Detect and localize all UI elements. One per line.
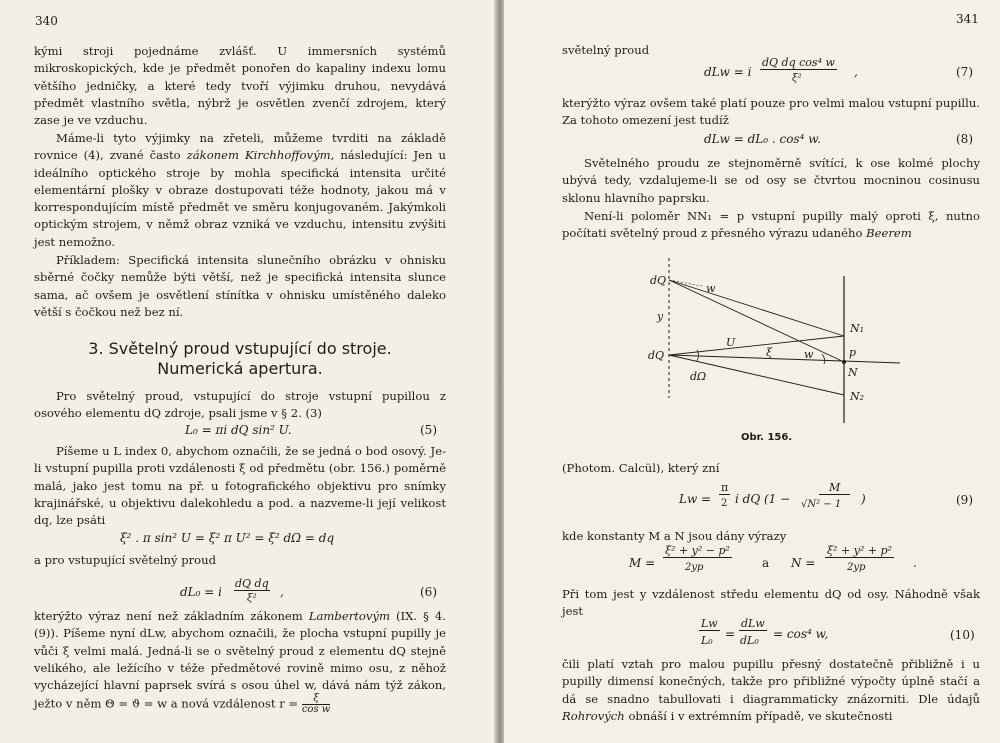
- right-paragraph-2: kterýžto výraz ovšem také platí pouze pro velmi malou vstupní pupillu. Za tohoto omezení jest tudíž: [562, 96, 980, 128]
- label-N1: N₁: [850, 322, 865, 335]
- right-paragraph-6: kde konstanty M a N jsou dány výrazy: [562, 529, 787, 543]
- label-w-upper: w: [706, 282, 716, 295]
- equation-8-number: (8): [956, 132, 973, 146]
- rohr-name: Rohrových: [562, 708, 625, 723]
- equation-7-number: (7): [956, 65, 973, 79]
- equation-10: Lw L₀ = dLw dL₀ = cos⁴ w,: [701, 617, 829, 647]
- right-paragraph-3: Světelného proudu ze stejnoměrně svítící, k ose kolmé plochy ubývá tedy, vzdalujeme-li se od osy se čtvrtou mocninou cosinusu sklonu hlavního paprsku.: [562, 156, 980, 205]
- paragraph-7: kterýžto výraz není než základním zákonem Lambertovým (IX. § 4. (9)). Píšeme nyní dLw, abychom označili, že plocha vstupní pupilly je vůči ξ velmi malá. Jedná-li se o světelný proud z elementu dQ stejně velikého, ale ležícího v téže předmětové rovině mimo osu, z něhož vycházející hlavní paprsek svírá s osou úhel w, dává nám týž zákon, ježto v něm Θ = ϑ = w a nová vzdálenost r = $\frac{\xi}{\text{cos w}}$: [34, 609, 446, 716]
- label-dQ-upper: dQ: [650, 274, 667, 287]
- equation-7: dLw = i dQ dq cos⁴ w ξ² ,: [704, 56, 858, 84]
- page-number: 340: [35, 14, 58, 28]
- paragraph-3: Příkladem: Specifická intensita slunečního obrázku v ohnisku sběrné čočky nemůže býti větší, než je specifická intensita slunce sama, ač ovšem je osvětlení stínítka v ohnisku umístěného daleko větší s čočkou než bez ní.: [34, 253, 446, 319]
- right-page: [504, 0, 1000, 743]
- beer-name: Beerem: [866, 226, 912, 241]
- equation-M-N: M = ξ² + y² − p² 2yp a N = ξ² + y² + p² 2yp .: [629, 544, 917, 573]
- label-w-lower: w: [804, 348, 814, 361]
- label-p: p: [849, 346, 857, 359]
- equation-5-number: (5): [420, 423, 437, 437]
- equation-6: dL₀ = i dQ dq ξ² ,: [180, 577, 284, 604]
- right-paragraph-7: Při tom jest y vzdálenost středu elementu dQ od osy. Náhodně však jest: [562, 587, 980, 619]
- optical-axis: [669, 355, 900, 363]
- paragraph-6: a pro vstupující světelný proud: [34, 553, 217, 567]
- right-line-1: světelný proud: [562, 43, 650, 57]
- equation-5: L₀ = πi dQ sin² U.: [185, 423, 292, 437]
- equation-6-number: (6): [420, 585, 437, 599]
- paragraph-4: Pro světelný proud, vstupující do stroje vstupní pupillou z osového elementu dQ zdroje, psali jsme v § 2. (3): [34, 389, 446, 421]
- kirchhoff-law: zákonem Kirchhoffovým: [186, 148, 331, 163]
- equation-8: dLw = dL₀ . cos⁴ w.: [704, 132, 821, 146]
- left-page: [0, 0, 496, 743]
- right-paragraph-5: (Photom. Calcül), který zní: [562, 461, 720, 475]
- lambert-law: Lambertovým: [308, 609, 390, 623]
- right-paragraph-4: Není-li poloměr NN₁ = p vstupní pupilly malý oproti ξ, nutno počítati světelný proud z přesného výrazu udaného Beerem: [562, 209, 980, 241]
- paragraph-2: Máme-li tyto výjimky na zřeteli, můžeme tvrditi na základě rovnice (4), zvané často zákonem Kirchhoffovým, následující: Jen u ideálního optického stroje by mohla specifická intensita určité elementární plošky v obraze dostupovati téže hodnoty, jakou má v korrespondujícím místě předmět ve směru konjugovaném. Jakýmkoli optickým strojem, v němž obraz vzniká ve vzduchu, intensitu zvýšiti jest nemožno.: [34, 131, 446, 249]
- page-number: 341: [956, 12, 979, 26]
- angle-arc-w: [822, 354, 825, 364]
- label-xi: ξ: [766, 346, 773, 359]
- label-N: N: [848, 366, 858, 379]
- section-heading: 3. Světelný proud vstupující do stroje. Numerická apertura.: [88, 339, 392, 378]
- right-paragraph-8: čili platí vztah pro malou pupillu přesný dostatečně přibližně i u pupilly dimensí konečných, takže pro přibližné výpočty úplně stačí a dá se snadno tabullovati i diagrammaticky znázorniti. Dle údajů Rohrových obnáší i v extrémním případě, ve skutečnosti: [562, 657, 980, 723]
- figure-156-diagram: [642, 258, 912, 433]
- figure-caption: Obr. 156.: [741, 432, 793, 443]
- paragraph-5: Píšeme u L index 0, abychom označili, že se jedná o bod osový. Je-li vstupní pupilla proti vzdálenosti ξ od předmětu (obr. 156.) poměrně malá, jako jest tomu na př. u fotografického objektivu pro snímky krajinářské, u objektivu dalekohledu a pod. a nazveme-li její velikost dq, lze psáti: [34, 444, 446, 528]
- label-N2: N₂: [850, 390, 865, 403]
- label-dQ-axial: dQ: [648, 349, 665, 362]
- ray-chief: [669, 280, 844, 362]
- label-U: U: [726, 336, 736, 349]
- ray-upper: [669, 280, 844, 336]
- equation-mid: ξ² . π sin² U = ξ² π U² = ξ² dΩ = dq: [120, 531, 335, 545]
- point-N: [842, 360, 846, 364]
- ray-axial-upper: [669, 336, 844, 355]
- label-dOmega: dΩ: [690, 370, 707, 383]
- equation-9: Lw = π 2 i dQ (1 − M √N² − 1 ): [679, 481, 866, 510]
- label-y: y: [657, 310, 664, 323]
- equation-9-number: (9): [956, 493, 973, 507]
- paragraph-1: kými stroji pojednáme zvlášť. U immersních systémů mikroskopických, kde je předmět ponořen do kapaliny indexu lomu většího jedničky, a které tedy tvoří výjimku druhou, nevydává předmět vlastního světla, nýbrž je osvětlen zvenčí zdrojem, který zase je ve vzduchu.: [34, 44, 446, 128]
- equation-10-number: (10): [950, 628, 975, 642]
